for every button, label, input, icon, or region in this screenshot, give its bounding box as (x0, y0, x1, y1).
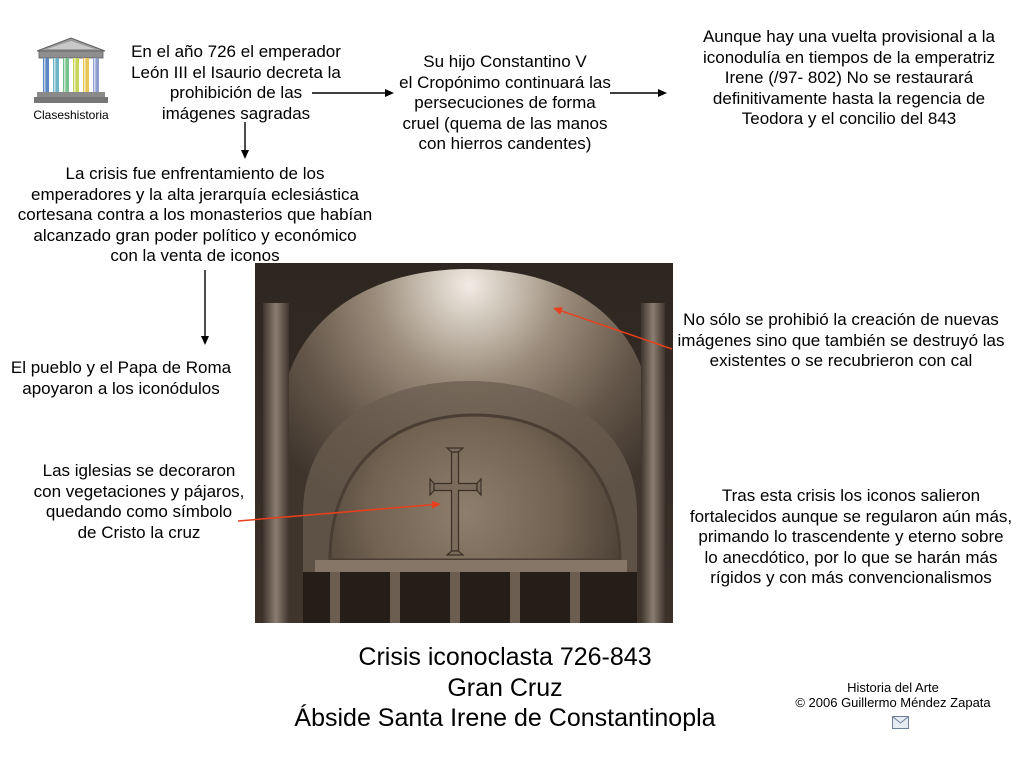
note-line: el Cropónimo continuará las (399, 72, 611, 92)
note-line: quedando como símbolo (45, 502, 233, 521)
title-line: Crisis iconoclasta 726-843 (358, 643, 652, 671)
note-line: fortalecidos aunque se regularon aún más, (689, 506, 1013, 526)
note-line: En el año 726 el emperador (131, 42, 341, 61)
note-constantine-v (385, 52, 625, 155)
note-iconoclasm-decree (116, 42, 356, 124)
caption-line: Ábside Santa Irene de Constantinopla (294, 704, 716, 732)
course-name: Historia del Arte (847, 680, 939, 695)
note-popular-support (1, 358, 241, 399)
note-line: de Cristo la cruz (77, 522, 201, 542)
note-line: emperadores y la alta jerarquía eclesiástica (31, 184, 359, 204)
note-line: Las iglesias se decoraron (42, 461, 236, 480)
note-line: con vegetaciones y pájaros, (33, 481, 245, 501)
note-line: No sólo se prohibió la creación de nuevas (683, 310, 999, 329)
note-line: Teodora y el concilio del 843 (741, 109, 957, 128)
note-line: Aunque hay una vuelta provisional a la (702, 27, 996, 46)
claseshistoria-logo[interactable] (21, 34, 121, 124)
arrow-causes-to-support (201, 270, 209, 345)
note-line: primando lo trascendente y eterno sobre (698, 527, 1004, 546)
greek-temple-icon (34, 36, 108, 104)
slide-title (255, 642, 755, 734)
note-line: Tras esta crisis los iconos salieron (721, 486, 981, 505)
note-line: iconodulía en tiempos de la emperatriz (703, 47, 995, 67)
subtitle-line: Gran Cruz (447, 673, 563, 702)
note-line: rígidos y con más convencionalismos (710, 568, 992, 587)
contact-email-link[interactable] (892, 716, 909, 729)
logo-caption: Claseshistoria (33, 108, 109, 122)
note-line: con la venta de iconos (110, 246, 280, 265)
note-line: prohibición de las (169, 83, 303, 102)
note-line: imágenes sagradas (161, 103, 311, 123)
arrow-decree-to-causes (241, 122, 249, 159)
right-pillar (641, 303, 665, 623)
note-line: existentes o se recubrieron con cal (709, 351, 973, 370)
note-aftermath (683, 486, 1019, 589)
apse-photo (255, 263, 673, 623)
footer-credits (783, 680, 1003, 710)
note-line: cruel (quema de las manos (402, 113, 608, 133)
note-line: Irene (/97- 802) No se restaurará (724, 68, 974, 87)
envelope-icon (892, 716, 909, 729)
note-line: imágenes sino que también se destruyó las (677, 330, 1005, 350)
note-image-destruction (671, 310, 1011, 372)
note-line: cortesana contra a los monasterios que habían (17, 205, 373, 224)
note-line: definitivamente hasta la regencia de (712, 88, 986, 108)
note-line: lo anecdótico, por lo que se harán más (704, 547, 998, 567)
note-church-decoration (24, 461, 254, 543)
note-line: persecuciones de forma (414, 93, 596, 112)
note-line: apoyaron a los iconódulos (22, 378, 220, 398)
note-line: La crisis fue enfrentamiento de los (65, 164, 325, 183)
window-band (303, 572, 637, 623)
note-line: con hierros candentes) (418, 134, 592, 153)
note-restoration (689, 27, 1009, 130)
note-crisis-causes (10, 164, 380, 267)
left-pillar (263, 303, 289, 623)
note-line: León III el Isaurio decreta la (131, 62, 341, 82)
copyright-notice: © 2006 Guillermo Méndez Zapata (795, 695, 991, 710)
note-line: alcanzado gran poder político y económico (33, 225, 357, 245)
cornice (315, 560, 627, 572)
note-line: El pueblo y el Papa de Roma (10, 358, 232, 377)
note-line: Su hijo Constantino V (423, 52, 587, 71)
